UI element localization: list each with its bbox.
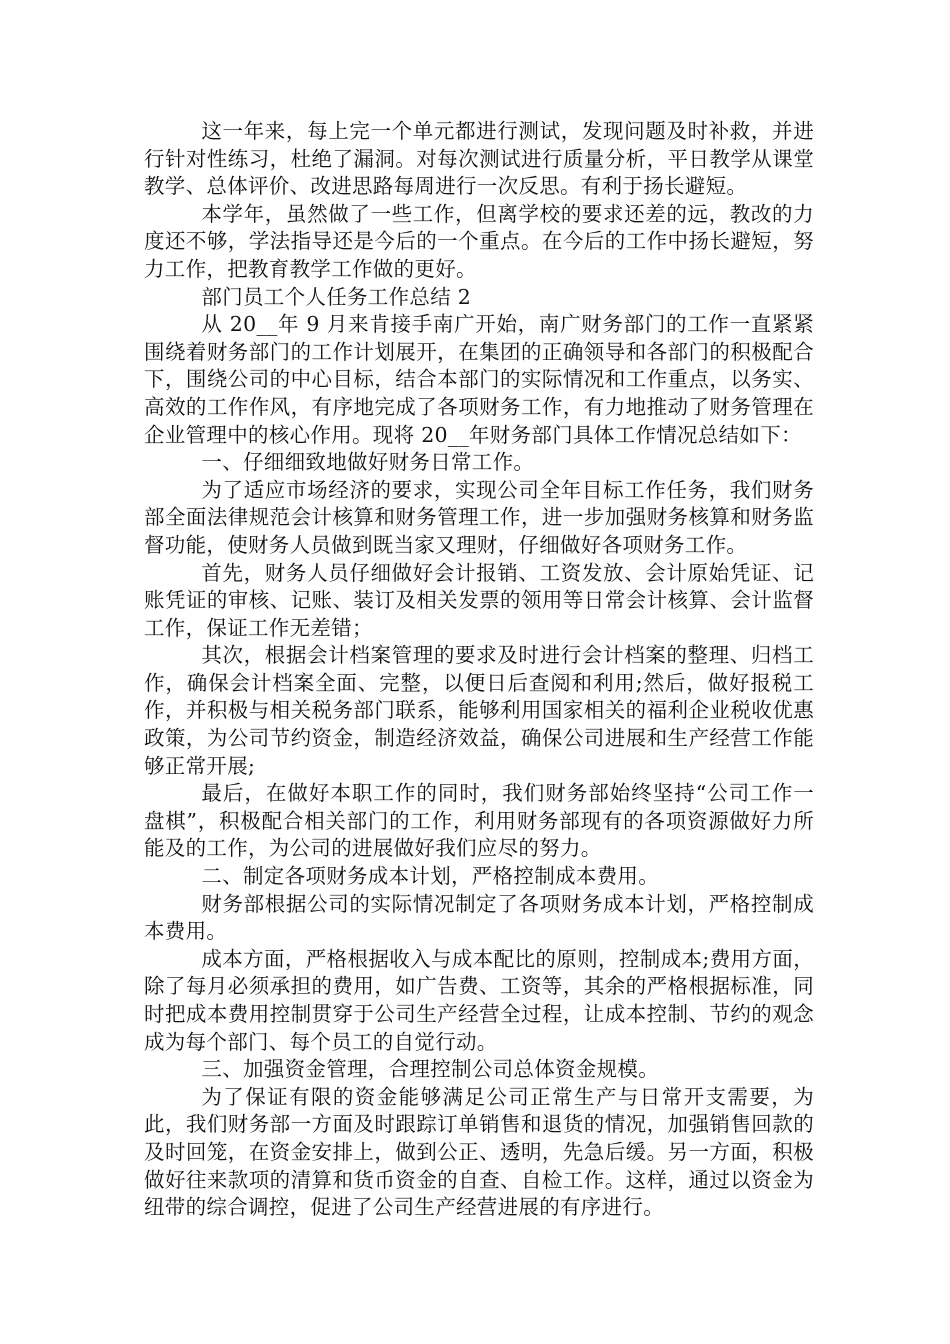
heading-cost-plan: 二、制定各项财务成本计划，严格控制成本费用。 xyxy=(201,864,659,889)
paragraph-last: 最后，在做好本职工作的同时，我们财务部始终坚持“公司工作一盘棋”，积极配合相关部门的工作，利用财务部现有的各项资源做好力所能及的工作，为公司的进展做好我们应尽的努力。 xyxy=(144,781,814,861)
section-title: 部门员工个人任务工作总结 2 xyxy=(201,284,472,309)
paragraph-intro: 从 20__年 9 月来肯接手南广开始，南广财务部门的工作一直紧紧围绕着财务部门的工作计划展开，在集团的正确领导和各部门的积极配合下，围绕公司的中心目标，结合本部门的实际情况和工作重点，以务实、高效的工作作风，有序地完成了各项财务工作，有力地推动了财务管理在企业管理中的核心作用。现将 20__年财务部门具体工作情况总结如下： xyxy=(144,312,814,447)
paragraph-market-adapt: 为了适应市场经济的要求，实现公司全年目标工作任务，我们财务部全面法律规范会计核算和财务管理工作，进一步加强财务核算和财务监督功能，使财务人员做到既当家又理财，仔细做好各项财务工作。 xyxy=(144,477,814,557)
paragraph-first: 首先，财务人员仔细做好会计报销、工资发放、会计原始凭证、记账凭证的审核、记账、装订及相关发票的领用等日常会计核算、会计监督工作，保证工作无差错； xyxy=(144,560,814,640)
paragraph-year-summary: 本学年，虽然做了一些工作，但离学校的要求还差的远，教改的力度还不够，学法指导还是今后的一个重点。在今后的工作中扬长避短，努力工作，把教育教学工作做的更好。 xyxy=(144,201,814,281)
heading-daily-work: 一、仔细细致地做好财务日常工作。 xyxy=(201,450,535,475)
paragraph-fund-management: 为了保证有限的资金能够满足公司正常生产与日常开支需要，为此，我们财务部一方面及时跟踪订单销售和退货的情况，加强销售回款的及时回笼，在资金安排上，做到公正、透明，先急后缓。另一方面，积极做好往来款项的清算和货币资金的自查、自检工作。这样，通过以资金为纽带的综合调控，促进了公司生产经营进展的有序进行。 xyxy=(144,1084,814,1220)
paragraph-cost-detail: 成本方面，严格根据收入与成本配比的原则，控制成本;费用方面，除了每月必须承担的费用，如广告费、工资等，其余的严格根据标准，同时把成本费用控制贯穿于公司生产经营全过程，让成本控制、节约的观念成为每个部门、每个员工的自觉行动。 xyxy=(144,946,814,1054)
paragraph-second: 其次，根据会计档案管理的要求及时进行会计档案的整理、归档工作，确保会计档案全面、完整，以便日后查阅和利用;然后，做好报税工作，并积极与相关税务部门联系，能够利用国家相关的福利企业税收优惠政策，为公司节约资金，制造经济效益，确保公司进展和生产经营工作能够正常开展; xyxy=(144,643,814,778)
paragraph-reflection: 这一年来，每上完一个单元都进行测试，发现问题及时补救，并进行针对性练习，杜绝了漏洞。对每次测试进行质量分析，平日教学从课堂教学、总体评价、改进思路每周进行一次反思。有利于扬长避短。 xyxy=(144,119,814,199)
document-page xyxy=(144,118,814,1222)
paragraph-cost-plan: 财务部根据公司的实际情况制定了各项财务成本计划，严格控制成本费用。 xyxy=(144,891,814,944)
heading-fund-management: 三、加强资金管理，合理控制公司总体资金规模。 xyxy=(201,1057,659,1082)
